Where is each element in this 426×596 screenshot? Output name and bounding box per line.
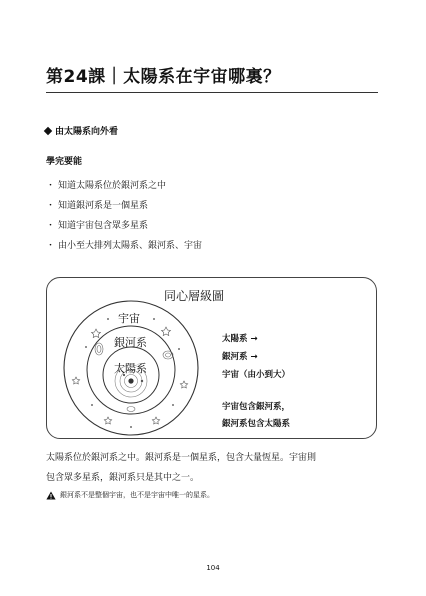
body-paragraph-line: 太陽系位於銀河系之中。銀河系是一個星系，包含大量恆星。宇宙則 [46,453,317,463]
objective-text: 由小至大排列太陽系、銀河系、宇宙 [58,241,203,251]
lesson-title: 第24課｜太陽系在宇宙哪裏？ [46,67,281,87]
warning-note [46,490,214,500]
diagram-title: 同心層級圖 [164,289,225,303]
objective-bullet: ・ [46,201,56,211]
objective-bullet: ・ [46,181,56,191]
objective-item [46,238,202,251]
page-number: 104 [206,564,220,572]
objective-item [46,178,166,191]
objectives-heading: 學完要能 [46,157,83,167]
galaxy-label: 銀河系 [114,336,147,349]
legend-line: 銀河系 → [222,352,258,362]
objective-bullet: ・ [46,241,56,251]
diamond-bullet-icon [44,126,52,134]
diagram-note: 銀河系包含太陽系 [222,419,291,429]
universe-label: 宇宙 [118,312,140,325]
objective-text: 知道太陽系位於銀河系之中 [58,181,167,191]
section-heading-text: 由太陽系向外看 [55,127,119,137]
sun-icon [128,378,133,383]
title-divider [46,92,378,93]
objective-text: 知道宇宙包含眾多星系 [58,221,149,231]
objective-text: 知道銀河系是一個星系 [58,201,149,211]
solar-system-label: 太陽系 [114,362,147,375]
diagram-note: 宇宙包含銀河系， [222,402,291,412]
warning-triangle-icon [46,491,56,500]
planet-icon [141,380,143,382]
objective-bullet: ・ [46,221,56,231]
objective-item [46,218,148,231]
objective-item [46,198,148,211]
legend-line: 宇宙（由小到大） [222,370,291,380]
legend-line: 太陽系 → [222,334,258,344]
section-heading [44,124,118,137]
warning-text: 銀河系不是整個宇宙，也不是宇宙中唯一的星系。 [60,491,214,499]
body-paragraph-line: 包含眾多星系，銀河系只是其中之一。 [46,473,200,483]
